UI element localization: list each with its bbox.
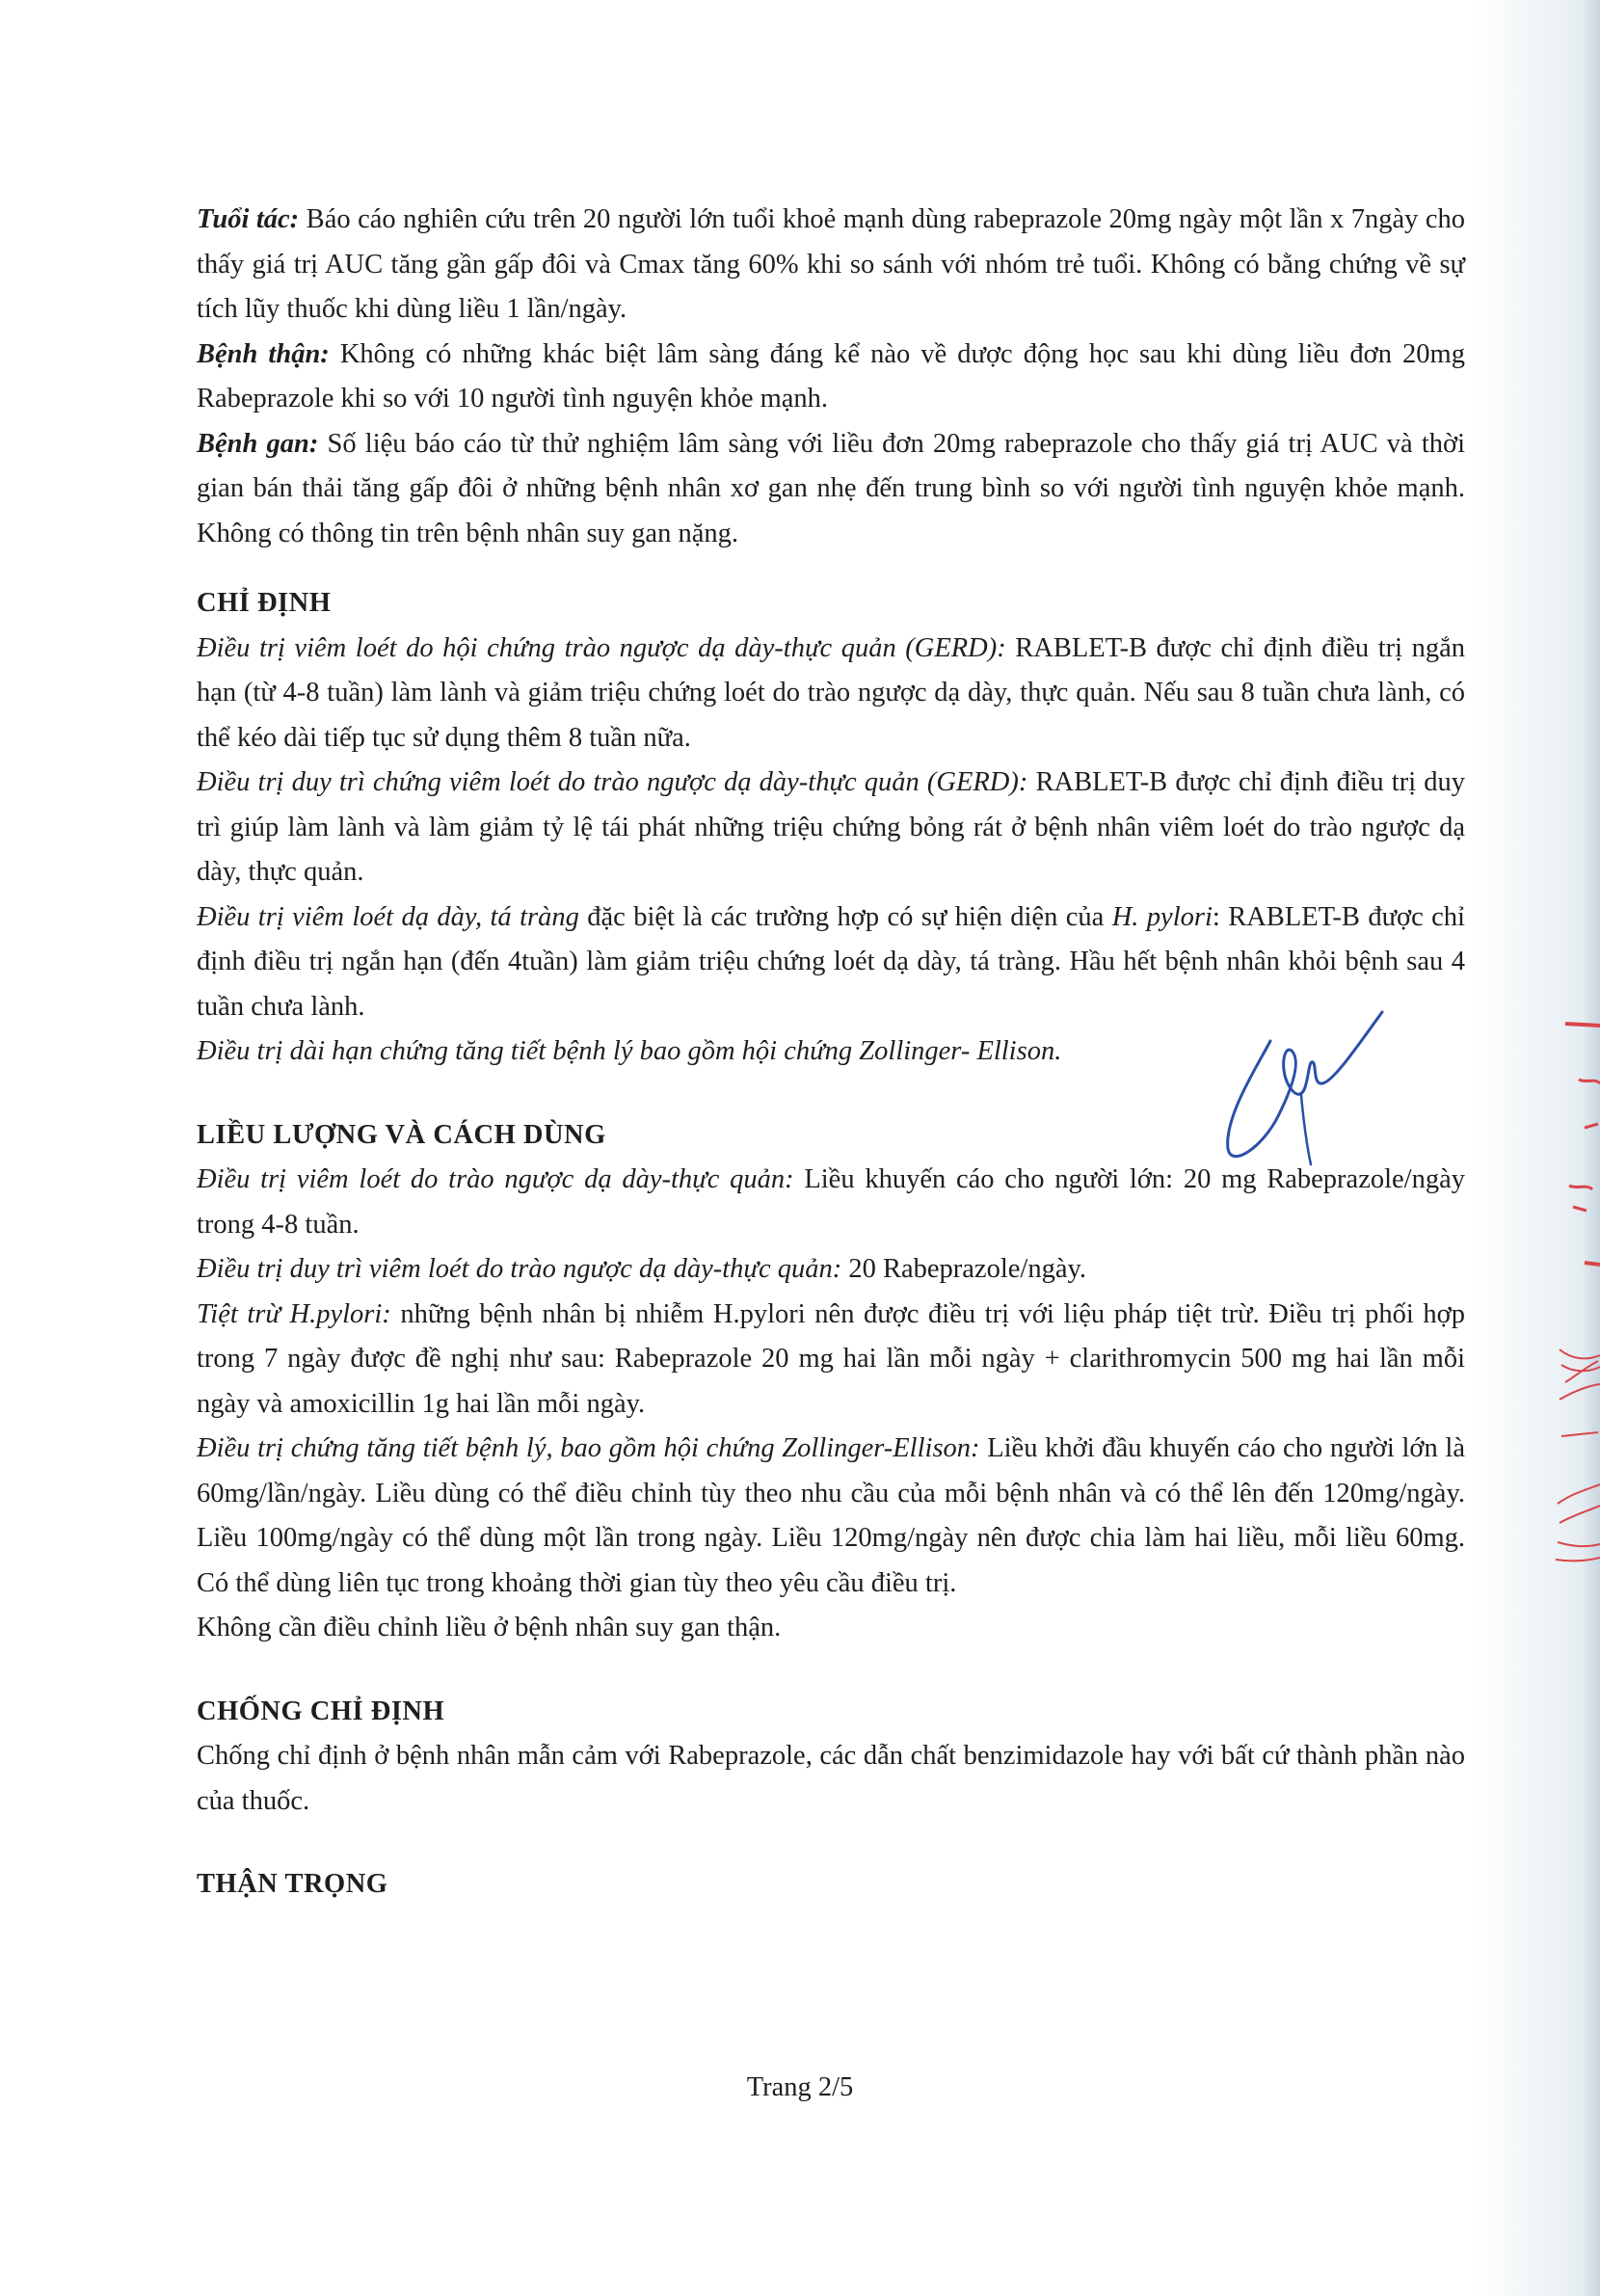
label-chi-dinh-dai-han: Điều trị dài hạn chứng tăng tiết bệnh lý bao gồm hội chứng Zollinger- Ellison. (197, 1036, 1062, 1066)
label-chi-dinh-gerd: Điều trị viêm loét do hội chứng trào ngược dạ dày-thực quản (GERD): (197, 632, 1006, 663)
text-chi-dinh-da-day: : RABLET-B được chỉ định điều trị ngắn hạn (đến 4tuần) làm giảm triệu chứng loét dạ dày, tá tràng. Hầu hết bệnh nhân khỏi bệnh sau 4 tuần chưa lành. (197, 901, 1465, 1022)
text-tuoi-tac: Báo cáo nghiên cứu trên 20 người lớn tuổi khoẻ mạnh dùng rabeprazole 20mg ngày một lần x 7ngày cho thấy giá trị AUC tăng gần gấp đôi và Cmax tăng 60% khi so sánh với nhóm trẻ tuổi. Không có bằng chứng về sự tích lũy thuốc khi dùng liều 1 lần/ngày. (197, 204, 1465, 324)
label-chi-dinh-da-day: Điều trị viêm loét dạ dày, tá tràng (197, 901, 579, 932)
paragraph-lieu-h-pylori (197, 1293, 1465, 1428)
text-chi-dinh-gerd: RABLET-B được chỉ định điều trị ngắn hạn (từ 4-8 tuần) làm lành và giảm triệu chứng loét do trào ngược dạ dày, thực quản. Nếu sau 8 tuần chưa lành, có thể kéo dài tiếp tục sử dụng thêm 8 tuần nữa. (197, 632, 1465, 753)
text-chi-dinh-da-day-mid: đặc biệt là các trường hợp có sự hiện diện của (578, 901, 1112, 932)
text-chi-dinh-duy-tri: RABLET-B được chỉ định điều trị duy trì giúp làm lành và làm giảm tỷ lệ tái phát những triệu chứng bỏng rát ở bệnh nhân viêm loét do trào ngược dạ dày, thực quản. (197, 767, 1465, 887)
heading-chi-dinh: CHỈ ĐỊNH (197, 588, 332, 618)
label-lieu-h-pylori: Tiệt trừ H.pylori: (197, 1298, 391, 1329)
paragraph-chong-chi-dinh: Chống chỉ định ở bệnh nhân mẫn cảm với Rabeprazole, các dẫn chất benzimidazole hay với bất cứ thành phần nào của thuốc. (197, 1741, 1465, 1816)
heading-than-trong: THẬN TRỌNG (197, 1869, 388, 1899)
paragraph-benh-than (197, 333, 1465, 422)
page-number: Trang 2/5 (746, 2072, 854, 2102)
label-tuoi-tac: Tuổi tác: (197, 204, 300, 234)
paragraph-benh-gan (197, 422, 1465, 557)
text-benh-than: Không có những khác biệt lâm sàng đáng kể nào về dược động học sau khi dùng liều đơn 20mg Rabeprazole khi so với 10 người tình nguyện khỏe mạnh. (197, 338, 1465, 414)
paragraph-chi-dinh-gerd (197, 627, 1465, 761)
paragraph-tuoi-tac (197, 198, 1465, 333)
heading-chong-chi-dinh: CHỐNG CHỈ ĐỊNH (197, 1695, 445, 1726)
label-h-pylori: H. pylori (1111, 901, 1213, 932)
paragraph-chi-dinh-duy-tri (197, 761, 1465, 895)
text-benh-gan: Số liệu báo cáo từ thử nghiệm lâm sàng với liều đơn 20mg rabeprazole cho thấy giá trị AUC và thời gian bán thải tăng gấp đôi ở những bệnh nhân xơ gan nhẹ đến trung bình so với người tình nguyện khỏe mạnh. Không có thông tin trên bệnh nhân suy gan nặng. (197, 428, 1465, 548)
paragraph-lieu-duy-tri (197, 1247, 1465, 1293)
label-chi-dinh-duy-tri: Điều trị duy trì chứng viêm loét do trào ngược dạ dày-thực quản (GERD): (197, 767, 1028, 797)
text-lieu-gerd: Liều khuyến cáo cho người lớn: 20 mg Rabeprazole/ngày trong 4-8 tuần. (197, 1164, 1465, 1240)
label-lieu-gerd: Điều trị viêm loét do trào ngược dạ dày-thực quản: (197, 1164, 794, 1194)
text-lieu-h-pylori: những bệnh nhân bị nhiễm H.pylori nên được điều trị với liệu pháp tiệt trừ. Điều trị phối hợp trong 7 ngày được đề nghị như sau: Rabeprazole 20 mg hai lần mỗi ngày + clarithromycin 500 mg hai lần mỗi ngày và amoxicillin 1g hai lần mỗi ngày. (197, 1298, 1465, 1419)
label-lieu-duy-tri: Điều trị duy trì viêm loét do trào ngược dạ dày-thực quản: (197, 1254, 842, 1284)
label-lieu-zollinger: Điều trị chứng tăng tiết bệnh lý, bao gồm hội chứng Zollinger-Ellison: (197, 1433, 980, 1463)
paragraph-lieu-zollinger (197, 1427, 1465, 1606)
heading-lieu-luong: LIỀU LƯỢNG VÀ CÁCH DÙNG (197, 1119, 606, 1150)
text-lieu-zollinger: Liều khởi đầu khuyến cáo cho người lớn là 60mg/lần/ngày. Liều dùng có thể điều chỉnh tùy theo nhu cầu của mỗi bệnh nhân và có thể lên đến 120mg/ngày. Liều 100mg/ngày có thể dùng một lần trong ngày. Liều 120mg/ngày nên được chia làm hai liều, mỗi liều 60mg. Có thể dùng liên tục trong khoảng thời gian tùy theo yêu cầu điều trị. (197, 1433, 1465, 1598)
paragraph-lieu-suy-gan: Không cần điều chỉnh liều ở bệnh nhân suy gan thận. (197, 1613, 782, 1642)
label-benh-gan: Bệnh gan: (197, 428, 319, 459)
red-stamp-fragment (1552, 983, 1600, 1600)
label-benh-than: Bệnh thận: (197, 338, 330, 369)
handwritten-signature (1216, 1002, 1390, 1171)
text-lieu-duy-tri: 20 Rabeprazole/ngày. (841, 1254, 1086, 1284)
